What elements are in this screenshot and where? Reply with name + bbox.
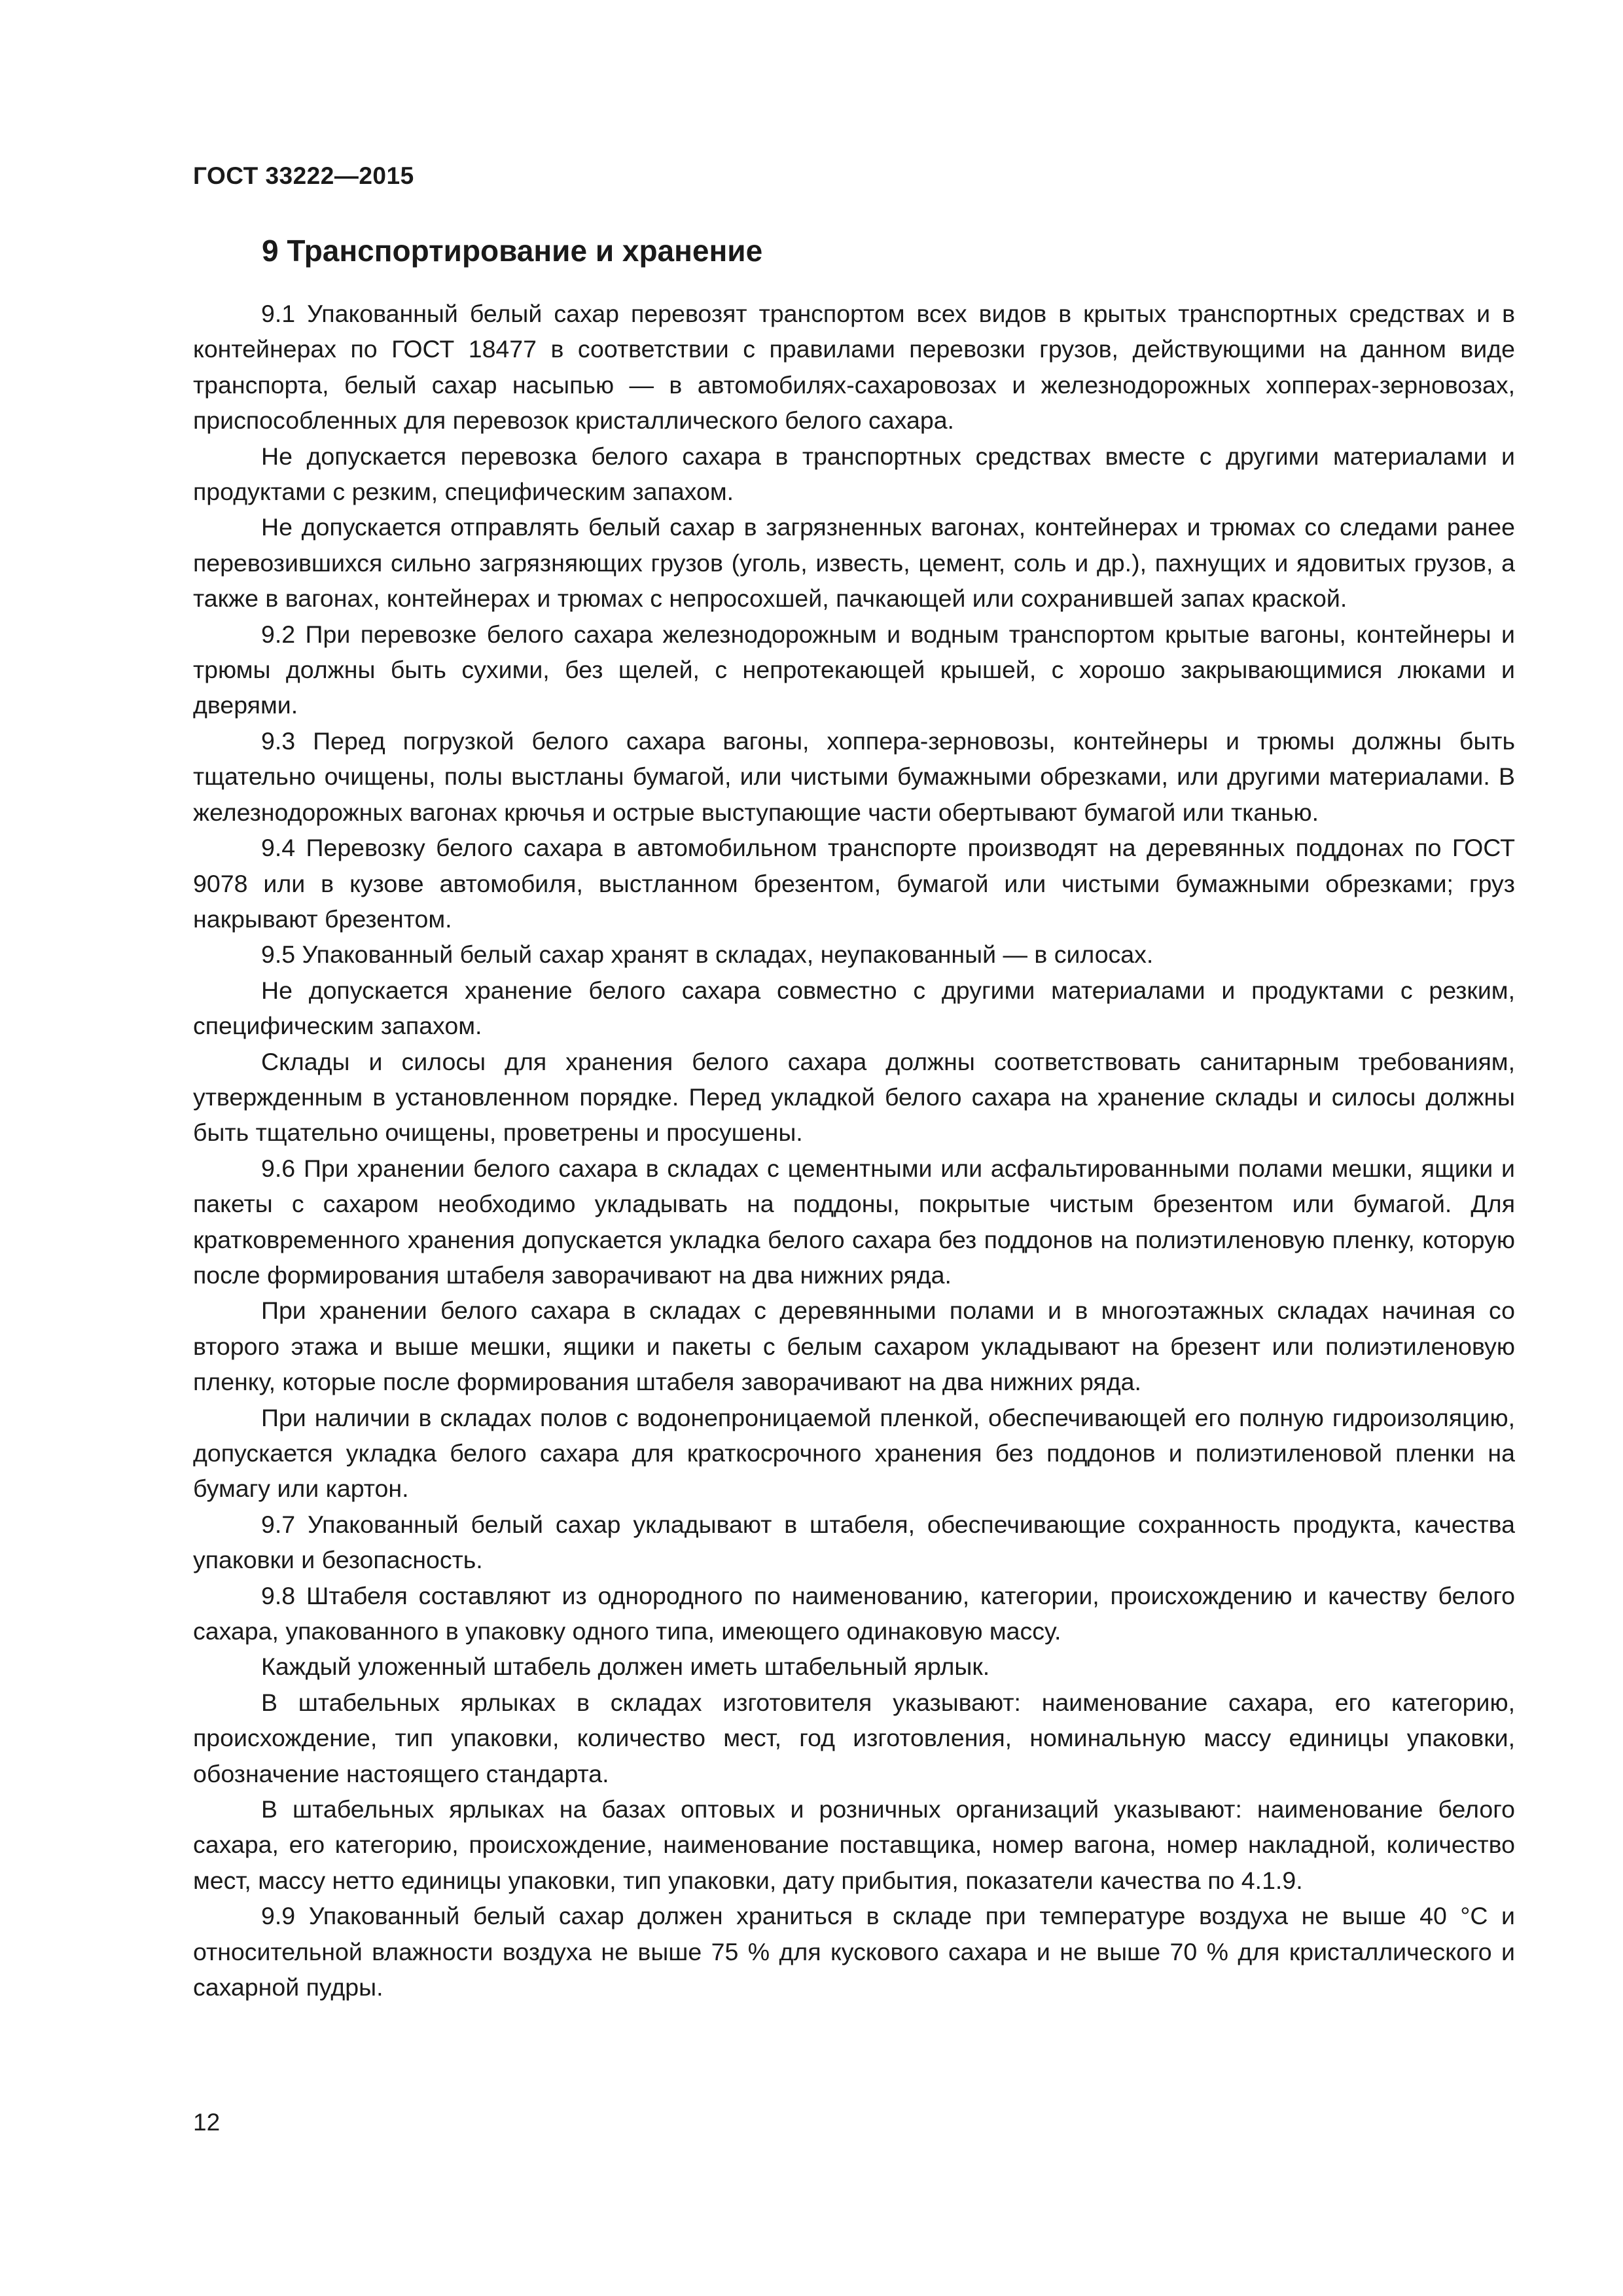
paragraph-9-6: 9.6 При хранении белого сахара в складах с цементными или асфальтированными полами мешки, ящики и пакеты с сахаром необходимо укладывать на поддоны, покрытые чистым брезентом или бумагой. Для кратковременного хранения допускается укладка белого сахара без поддонов на полиэтиленовую пленку, которую после формирования штабеля заворачивают на два нижних ряда. — [193, 1154, 1515, 1289]
section-body — [193, 296, 1515, 2005]
paragraph-9-4: 9.4 Перевозку белого сахара в автомобильном транспорте производят на деревянных поддонах по ГОСТ 9078 или в кузове автомобиля, выстланном брезентом, бумагой или чистыми бумажными обрезками; груз накрывают брезентом. — [193, 834, 1515, 933]
paragraph-9-8: 9.8 Штабеля составляют из однородного по наименованию, категории, происхождению и качеству белого сахара, упакованного в упаковку одного типа, имеющего одинаковую массу. — [193, 1581, 1515, 1645]
document-id-header: ГОСТ 33222—2015 — [193, 162, 414, 189]
paragraph-9-2: 9.2 При перевозке белого сахара железнодорожным и водным транспортом крытые вагоны, контейнеры и трюмы должны быть сухими, без щелей, с непротекающей крышей, с хорошо закрывающимися люками и дверями. — [193, 620, 1515, 719]
page-number: 12 — [193, 2109, 221, 2136]
paragraph-9-7: 9.7 Упакованный белый сахар укладывают в штабеля, обеспечивающие сохранность продукта, качества упаковки и безопасность. — [193, 1510, 1515, 1574]
paragraph-9-1: 9.1 Упакованный белый сахар перевозят транспортом всех видов в крытых транспортных средствах и в контейнерах по ГОСТ 18477 в соответствии с правилами перевозки грузов, действующими на данном виде транспорта, белый сахар насыпью — в автомобилях-сахаровозах и железнодорожных хопперах-зерновозах, приспособленных для перевозок кристаллического белого сахара. — [193, 300, 1515, 435]
paragraph-9-8-manufacturer-labels: В штабельных ярлыках в складах изготовителя указывают: наименование сахара, его категорию, происхождение, тип упаковки, количество мест, год изготовления, номинальную массу единицы упаковки, обозначение настоящего стандарта. — [193, 1688, 1515, 1787]
paragraph-9-8-stack-label: Каждый уложенный штабель должен иметь штабельный ярлык. — [261, 1653, 990, 1681]
paragraph-9-5-restriction: Не допускается хранение белого сахара совместно с другими материалами и продуктами с резким, специфическим запахом. — [193, 976, 1515, 1040]
paragraph-9-1-restriction-contaminated: Не допускается отправлять белый сахар в загрязненных вагонах, контейнерах и трюмах со следами ранее перевозившихся сильно загрязняющих грузов (уголь, известь, цемент, соль и др.), пахнущих и ядовитых грузов, а также в вагонах, контейнерах и трюмах с непросохшей, пачкающей или сохранившей запах краской. — [193, 513, 1515, 613]
paragraph-9-1-restriction-odor: Не допускается перевозка белого сахара в транспортных средствах вместе с другими материалами и продуктами с резким, специфическим запахом. — [193, 442, 1515, 506]
paragraph-9-5-warehouses: Склады и силосы для хранения белого сахара должны соответствовать санитарным требованиям, утвержденным в установленном порядке. Перед укладкой белого сахара на хранение склады и силосы должны быть тщательно очищены, проветрены и просушены. — [193, 1047, 1515, 1147]
paragraph-9-3: 9.3 Перед погрузкой белого сахара вагоны, хоппера-зерновозы, контейнеры и трюмы должны быть тщательно очищены, полы выстланы бумагой, или чистыми бумажными обрезками, или другими материалами. В железнодорожных вагонах крючья и острые выступающие части обертывают бумагой или тканью. — [193, 726, 1515, 826]
paragraph-9-6-wooden-floors: При хранении белого сахара в складах с деревянными полами и в многоэтажных складах начиная со второго этажа и выше мешки, ящики и пакеты с белым сахаром укладывают на брезент или полиэтиленовую пленку, которые после формирования штабеля заворачивают на два нижних ряда. — [193, 1297, 1515, 1396]
paragraph-9-5: 9.5 Упакованный белый сахар хранят в складах, неупакованный — в силосах. — [261, 941, 1154, 969]
paragraph-9-9: 9.9 Упакованный белый сахар должен храниться в складе при температуре воздуха не выше 40 °С и относительной влажности воздуха не выше 75 % для кускового сахара и не выше 70 % для кристаллического и сахарной пудры. — [193, 1902, 1515, 2001]
paragraph-9-6-waterproof-floors: При наличии в складах полов с водонепроницаемой пленкой, обеспечивающей его полную гидроизоляцию, допускается укладка белого сахара для краткосрочного хранения без поддонов и полиэтиленовой пленки на бумагу или картон. — [193, 1403, 1515, 1503]
paragraph-9-8-wholesale-labels: В штабельных ярлыках на базах оптовых и розничных организаций указывают: наименование белого сахара, его категорию, происхождение, наименование поставщика, номер вагона, номер накладной, количество мест, массу нетто единицы упаковки, тип упаковки, дату прибытия, показатели качества по 4.1.9. — [193, 1795, 1515, 1894]
section-title: 9 Транспортирование и хранение — [262, 234, 763, 268]
